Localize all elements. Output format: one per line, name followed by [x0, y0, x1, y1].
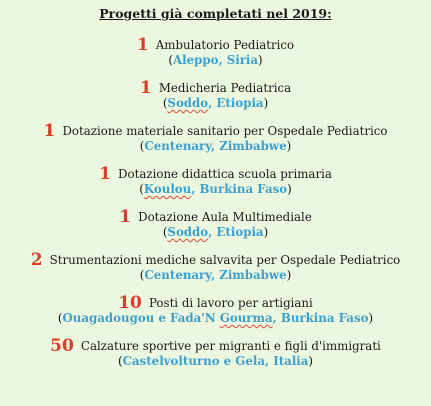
- project-title-line: [0, 35, 431, 55]
- project-place-misspelled: Gourma: [219, 311, 273, 325]
- project-place-misspelled: Soddo: [167, 96, 209, 110]
- project-count: 1: [119, 207, 132, 227]
- project-place-misspelled: Soddo: [167, 225, 209, 239]
- project-place: , Etiopia: [208, 225, 264, 239]
- project-place: Castelvolturno e Gela, Italia: [122, 354, 309, 368]
- project-location: (Koulou, Burkina Faso): [139, 182, 292, 196]
- project-count: 50: [50, 336, 74, 356]
- project-count: 1: [99, 164, 111, 184]
- project-count: 10: [118, 293, 142, 313]
- project-count: 2: [30, 250, 43, 270]
- project-description: Calzature sportive per migranti e figli d'immigrati: [80, 339, 381, 353]
- project-title-line: [0, 121, 431, 141]
- project-item: [0, 122, 431, 154]
- project-title-line: [0, 207, 431, 227]
- project-description: Posti di lavoro per artigiani: [148, 296, 313, 310]
- project-location: (Castelvolturno e Gela, Italia): [117, 354, 314, 368]
- project-title-line: [0, 293, 431, 313]
- project-place: Centenary, Zimbabwe: [144, 139, 287, 153]
- project-title-line: [0, 78, 431, 98]
- project-item: [0, 36, 431, 68]
- project-location: (Centenary, Zimbabwe): [139, 139, 292, 153]
- project-description: Medicheria Pediatrica: [158, 81, 292, 95]
- project-item: [0, 294, 431, 326]
- project-location: (Centenary, Zimbabwe): [139, 268, 292, 282]
- project-description: Dotazione materiale sanitario per Ospedale Pediatrico: [62, 124, 388, 138]
- project-place: Centenary, Zimbabwe: [144, 268, 287, 282]
- project-count: 1: [139, 78, 152, 98]
- project-location: (Ouagadougou e Fada'N Gourma, Burkina Faso): [57, 311, 374, 325]
- project-description: Ambulatorio Pediatrico: [155, 38, 295, 52]
- project-place: Aleppo, Siria: [172, 53, 259, 67]
- project-title-line: [0, 164, 431, 184]
- project-count: 1: [136, 35, 149, 55]
- project-title-line: [0, 250, 431, 270]
- project-item: [0, 208, 431, 240]
- project-place: , Burkina Faso: [191, 182, 288, 196]
- project-place: Ouagadougou e Fada'N: [62, 311, 220, 325]
- project-location: (Soddo, Etiopia): [162, 225, 269, 239]
- project-item: [0, 79, 431, 111]
- project-location: (Soddo, Etiopia): [162, 96, 269, 110]
- project-item: [0, 165, 431, 197]
- project-item: [0, 251, 431, 283]
- project-place: , Etiopia: [208, 96, 264, 110]
- project-place-misspelled: Koulou: [143, 182, 192, 196]
- project-place: , Burkina Faso: [272, 311, 369, 325]
- project-location: (Aleppo, Siria): [168, 53, 263, 67]
- project-title-line: [0, 336, 431, 356]
- page-heading: Progetti già completati nel 2019:: [99, 6, 332, 21]
- project-description: Strumentazioni mediche salvavita per Ospedale Pediatrico: [49, 253, 401, 267]
- project-count: 1: [43, 121, 56, 141]
- project-item: [0, 337, 431, 369]
- project-description: Dotazione didattica scuola primaria: [118, 167, 332, 181]
- project-description: Dotazione Aula Multimediale: [138, 210, 312, 224]
